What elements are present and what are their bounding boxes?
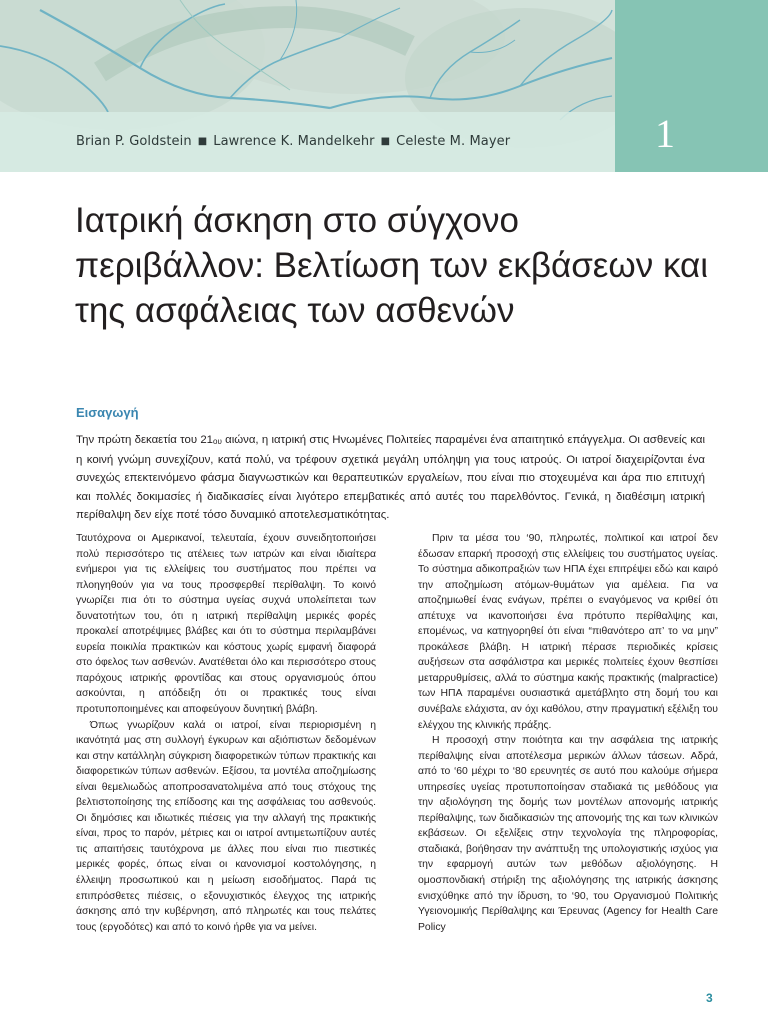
author-name: Brian P. Goldstein: [76, 134, 192, 149]
body-paragraph: Ταυτόχρονα οι Αμερικανοί, τελευταία, έχουν συνειδητοποιήσει πολύ περισσότερο τις ατέλειες των ιατρών και είναι ιδιαίτερα ενήμεροι για τις ελλείψεις του συστήματος που πρέπει να πλοηγηθούν για να τους προσφερθεί περίθαλψη. Το κοινό γνωρίζει πια ότι το σύστημα υγείας συχνά υπολείπεται των δυνατοτήτων του, ότι η ιατρική περίθαλψη μερικές φορές προκαλεί αποτρέψιμες βλάβες και ότι το σύστημα περιλαμβάνει ευρεία ποικιλία πρακτικών και κόστους χωρίς εμφανή διαφορά στο όφελος των ασθενών. Ανατέθεται όλο και περισσότερο στους παρόχους ιατρικής φροντίδας και στους οργανισμούς όπου ασκούνται, η απόδειξη ότι οι πρακτικές τους είναι προτυποποιημένες και αποφεύγουν δυνητική βλάβη.: [76, 533, 376, 716]
author-list: [76, 134, 510, 149]
intro-paragraph: [76, 431, 705, 524]
body-paragraph: Η προσοχή στην ποιότητα και την ασφάλεια της ιατρικής περίθαλψης είναι αποτέλεσμα μερικών άλλων τάσεων. Αδρά, από το ‘60 μέχρι το ‘80 ερευνητές σε αυτό που καλούμε σήμερα υπηρεσίες υγείας προτυποποίησαν σταδιακά τις μεθόδους για την αξιολόγηση της δομής των μοντέλων απονομής ιατρικής περίθαλψης, των διαδικασιών της απονομής της και των κλινικών εκβάσεων. Οι εξελίξεις στην τεχνολογία της πληροφορίας, σταδιακά, βοήθησαν την ανάπτυξη της υπολογιστικής ισχύος για την εφαρμογή αυτών των μεθόδων αξιολόγησης. Η ομοσπονδιακή στήριξη της αξιολόγησης της ιατρικής άσκησης ενισχύθηκε από την ίδρυση, το ‘90, του Οργανισμού Πολιτικής Υγειονομικής Περίθαλψης και Έρευνας (Agency for Health Care Policy: [418, 735, 718, 933]
author-separator: ■: [380, 136, 391, 147]
section-heading: Εισαγωγή: [76, 405, 139, 420]
page-number: 3: [706, 991, 713, 1005]
body-paragraph: Όπως γνωρίζουν καλά οι ιατροί, είναι περιορισμένη η ικανότητά μας στη συλλογή έγκυρων και αξιόπιστων δεδομένων και στην κατάλληλη σύγκριση διαφορετικών τύπων πρακτικής και διαφορετικών τύπων ασθενών. Εξίσου, τα μοντέλα αποζημίωσης είναι θεμελιωδώς αποπροσανατολιμένα από τους στόχους της βελτιστοποίησης της επίδοσης και της ασφάλειας του ασθενούς. Οι δημόσιες και ιδιωτικές πιέσεις για την αλλαγή της πρακτικής είναι, προς το παρόν, μέτριες και οι ιατροί αντιμετωπίζουν αυτές τις απαιτήσεις ταυτόχρονα με άλλες που είναι πιο πιεστικές μερικές φορές, όπως είναι οι κανονισμοί κοστολόγησης, η έλλειψη προσωπικού και η μείωση εισοδήματος. Παρά τις επιπρόσθετες πιέσεις, ο εξονυχιστικός έλεγχος της ιατρικής άσκησης από την κυβέρνηση, από πληρωτές και τους πελάτες τους (εργοδότες) και από το κοινό ήρθε για να μείνει.: [76, 719, 376, 933]
chapter-number-box: [615, 0, 768, 172]
intro-text-rest: αιώνα, η ιατρική στις Ηνωμένες Πολιτείες παραμένει ένα απαιτητικό επάγγελμα. Οι ασθενείς και η κοινή γνώμη συνεχίζουν, κατά πολύ, να τρέφουν σχετικά μεγάλη υπόληψη για τους ιατρούς. Οι ιατροί διαχειρίζονται ένα συνεχώς επεκτεινόμενο φάσμα διαγνωστικών και θεραπευτικών εργαλείων, που είναι πιο στοχευμένα και άρα πιο επιτυχή και πολλές δοκιμασίες ή διαδικασίες είναι λιγότερο επεμβατικές από αυτές του παρελθόντος. Γενικά, η διαθέσιμη ιατρική περίθαλψη δεν είχε ποτέ τόσο δυναμικό αποτελεσματικότητας.: [76, 434, 705, 521]
chapter-number: 1: [655, 111, 675, 156]
author-name: Celeste M. Mayer: [396, 134, 511, 149]
left-column: [76, 531, 376, 935]
intro-text-start: Την πρώτη δεκαετία του 21: [76, 434, 214, 446]
intro-ordinal-suffix: ου: [213, 437, 222, 446]
body-paragraph: Πριν τα μέσα του ‘90, πληρωτές, πολιτικοί και ιατροί δεν έδωσαν επαρκή προσοχή στις ελλείψεις του συστήματος υγείας. Το σύστημα αδικοπραξιών των ΗΠΑ έχει επιτρέψει εδώ και καιρό την αποζημίωση ατόμων-θυμάτων για αμέλεια. Για να αποζημιωθεί ένας ενάγων, πρέπει ο εναγόμενος να κριθεί ότι απέτυχε να ικανοποιήσει ένα πρότυπο περίθαλψης και, επομένως, να κατηγορηθεί ότι είναι “πιθανότερο απ’ το να μην” προκάλεσε βλάβη. Η ιατρική πέρασε περιοδικές κρίσεις αυξήσεων στα ασφάλιστρα και μερικές πολιτείες έχουν θεσπίσει μεταρρυθμίσεις, αλλά το σύστημα κακής πρακτικής (malpractice) των ΗΠΑ παραμένει ουσιαστικά αμετάβλητο στη δομή του και συνέβαλε ελάχιστα, αν όχι καθόλου, στην πραγματική εξέλιξη του ελέγχου της κλινικής πράξης.: [418, 533, 718, 731]
chapter-title: Ιατρική άσκηση στο σύγχονο περιβάλλον: Βελτίωση των εκβάσεων και της ασφάλειας των ασθενών: [75, 201, 709, 330]
right-column: [418, 531, 718, 935]
author-separator: ■: [197, 136, 208, 147]
author-name: Lawrence K. Mandelkehr: [213, 134, 375, 149]
